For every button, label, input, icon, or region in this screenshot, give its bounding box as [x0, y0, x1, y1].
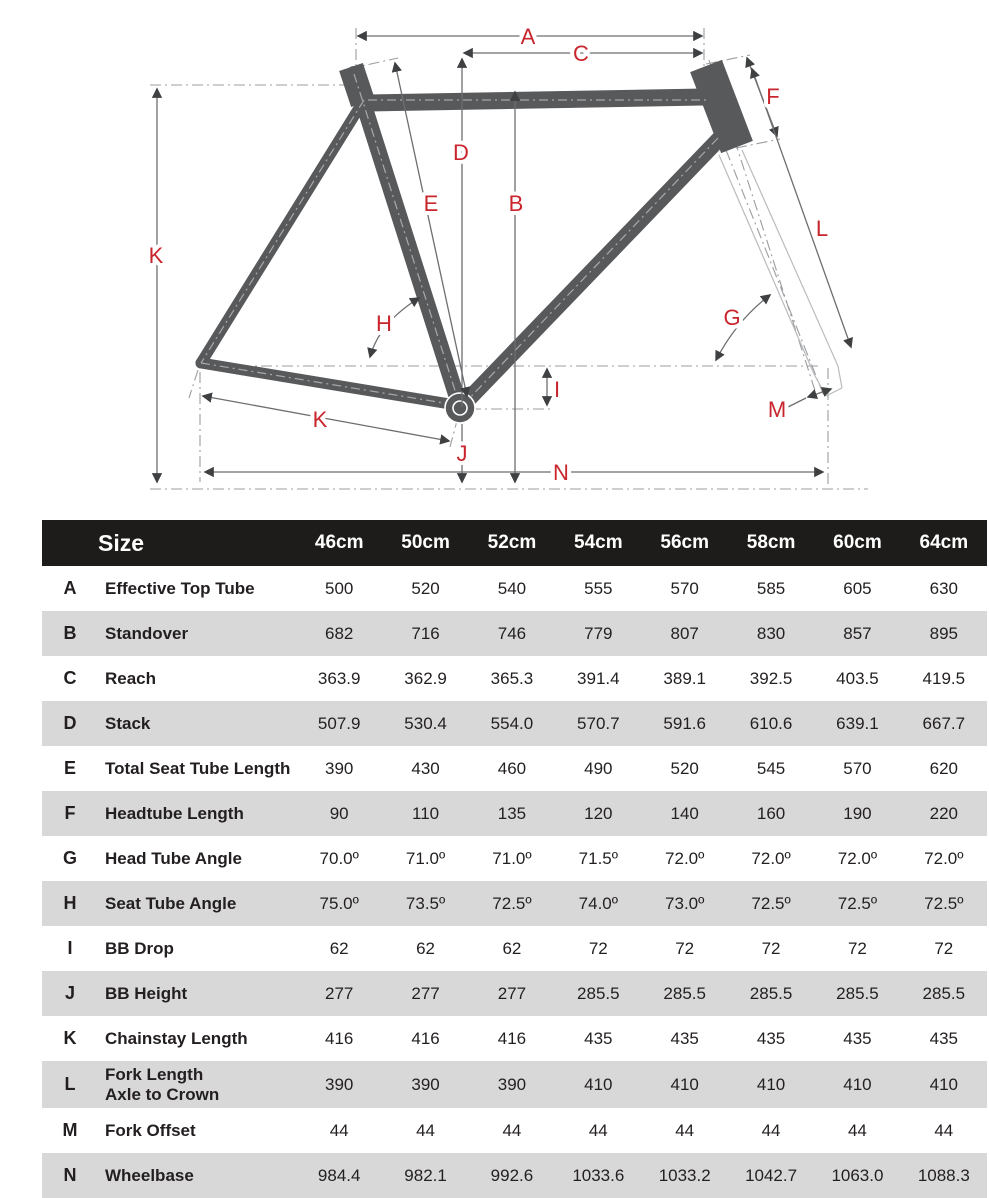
value-cell: 857 [843, 623, 872, 643]
size-column-header: 60cm [814, 520, 900, 566]
table-row [42, 836, 987, 881]
value-cell: 44 [847, 1120, 867, 1140]
value-cell: 285.5 [749, 983, 793, 1003]
value-cell: 779 [584, 623, 613, 643]
value-cell: 62 [329, 938, 349, 958]
value-cell: 435 [843, 1028, 872, 1048]
dim-label-k-left: K [148, 243, 164, 268]
value-cell: 570 [670, 578, 699, 598]
value-cell: 410 [584, 1074, 613, 1094]
value-cell: 277 [411, 983, 440, 1003]
value-cell: 72 [761, 938, 781, 958]
row-label: BB Height [105, 983, 188, 1003]
value-cell: 362.9 [404, 668, 447, 688]
value-cell: 74.0º [578, 893, 618, 913]
row-letter: A [63, 578, 77, 598]
value-cell: 285.5 [922, 983, 966, 1003]
row-letter: B [63, 623, 77, 643]
value-cell: 807 [670, 623, 699, 643]
table-row [42, 881, 987, 926]
value-cell: 992.6 [490, 1165, 534, 1185]
value-cell: 500 [325, 578, 354, 598]
value-cell: 682 [325, 623, 354, 643]
value-cell: 530.4 [404, 713, 447, 733]
value-cell: 70.0º [319, 848, 359, 868]
value-cell: 391.4 [577, 668, 620, 688]
row-label: Chainstay Length [105, 1028, 248, 1048]
value-cell: 410 [670, 1074, 699, 1094]
value-cell: 44 [934, 1120, 954, 1140]
value-cell: 1042.7 [745, 1165, 798, 1185]
value-cell: 605 [843, 578, 872, 598]
value-cell: 554.0 [490, 713, 534, 733]
value-cell: 410 [843, 1074, 872, 1094]
value-cell: 1063.0 [831, 1165, 884, 1185]
value-cell: 403.5 [836, 668, 879, 688]
value-cell: 44 [588, 1120, 608, 1140]
table-header-row [42, 520, 987, 566]
value-cell: 610.6 [749, 713, 793, 733]
value-cell: 982.1 [404, 1165, 447, 1185]
value-cell: 73.0º [665, 893, 705, 913]
dim-M-leader [788, 398, 806, 407]
value-cell: 285.5 [577, 983, 620, 1003]
table-row [42, 566, 987, 611]
value-cell: 135 [497, 803, 527, 823]
value-cell: 72 [847, 938, 867, 958]
value-cell: 435 [756, 1028, 786, 1048]
row-letter: E [63, 758, 76, 778]
value-cell: 120 [584, 803, 613, 823]
value-cell: 71.0º [492, 848, 532, 868]
value-cell: 746 [497, 623, 527, 643]
row-label: Fork Offset [105, 1120, 196, 1140]
value-cell: 591.6 [663, 713, 706, 733]
value-cell: 416 [325, 1028, 354, 1048]
row-letter: G [62, 848, 77, 868]
row-letter: D [63, 713, 77, 733]
row-label: Total Seat Tube Length [105, 758, 291, 778]
value-cell: 73.5º [405, 893, 446, 913]
size-column-header: 64cm [901, 520, 987, 566]
value-cell: 72 [934, 938, 954, 958]
value-cell: 71.5º [578, 848, 618, 868]
value-cell: 570 [843, 758, 872, 778]
value-cell: 984.4 [317, 1165, 361, 1185]
table-row [42, 1061, 987, 1108]
value-cell: 416 [411, 1028, 440, 1048]
fork-outline [719, 150, 842, 396]
row-letter: N [63, 1165, 77, 1186]
size-column-header: 56cm [642, 520, 728, 566]
value-cell: 570.7 [577, 713, 620, 733]
value-cell: 72.0º [837, 848, 878, 868]
row-label: Stack [105, 713, 151, 733]
value-cell: 435 [584, 1028, 613, 1048]
value-cell: 62 [502, 938, 522, 958]
value-cell: 392.5 [749, 668, 793, 688]
value-cell: 555 [584, 578, 613, 598]
table-row [42, 971, 987, 1016]
dim-label-k-chainstay: K [312, 407, 328, 432]
size-column-header: 54cm [555, 520, 641, 566]
frame-diagram-svg [0, 0, 989, 512]
row-label: Standover [105, 623, 189, 643]
value-cell: 1088.3 [917, 1165, 970, 1185]
table-row [42, 701, 987, 746]
size-column-header: 52cm [469, 520, 555, 566]
row-letter: C [63, 668, 77, 688]
value-cell: 830 [756, 623, 786, 643]
row-letter: I [67, 938, 73, 958]
value-cell: 140 [670, 803, 699, 823]
dim-label-f: F [766, 84, 780, 109]
value-cell: 75.0º [319, 893, 359, 913]
row-label: Reach [105, 668, 157, 688]
value-cell: 190 [843, 803, 872, 823]
row-letter: F [64, 803, 76, 823]
value-cell: 110 [412, 803, 440, 823]
value-cell: 44 [675, 1120, 695, 1140]
value-cell: 419.5 [922, 668, 966, 688]
value-cell: 72 [675, 938, 695, 958]
value-cell: 363.9 [317, 668, 361, 688]
row-letter: K [63, 1028, 77, 1048]
value-cell: 410 [756, 1074, 786, 1094]
value-cell: 540 [497, 578, 527, 598]
row-letter: J [64, 983, 75, 1003]
value-cell: 545 [756, 758, 786, 778]
value-cell: 72 [588, 938, 608, 958]
dim-label-i: I [553, 377, 561, 402]
dim-label-l: L [815, 216, 829, 241]
value-cell: 585 [756, 578, 786, 598]
table-row [42, 1108, 987, 1153]
value-cell: 160 [756, 803, 786, 823]
value-cell: 416 [497, 1028, 527, 1048]
value-cell: 430 [411, 758, 440, 778]
value-cell: 667.7 [922, 713, 966, 733]
value-cell: 520 [411, 578, 440, 598]
value-cell: 716 [411, 623, 440, 643]
value-cell: 72.0º [924, 848, 964, 868]
value-cell: 285.5 [663, 983, 706, 1003]
value-cell: 490 [584, 758, 613, 778]
value-cell: 410 [929, 1074, 958, 1094]
value-cell: 71.0º [405, 848, 446, 868]
value-cell: 390 [411, 1074, 440, 1094]
value-cell: 435 [929, 1028, 958, 1048]
dim-L-fork-length [752, 69, 851, 347]
row-letter: L [64, 1074, 76, 1095]
dim-label-e: E [423, 191, 439, 216]
dim-label-j: J [456, 441, 468, 466]
value-cell: 44 [416, 1120, 436, 1140]
row-letter: M [62, 1120, 78, 1141]
value-cell: 390 [497, 1074, 527, 1094]
value-cell: 277 [325, 983, 354, 1003]
dim-label-d: D [453, 140, 469, 165]
dim-label-n: N [553, 460, 569, 485]
value-cell: 44 [761, 1120, 781, 1140]
value-cell: 639.1 [836, 713, 879, 733]
value-cell: 630 [929, 578, 958, 598]
size-column-header: 58cm [728, 520, 814, 566]
row-letter: H [63, 893, 77, 913]
value-cell: 220 [929, 803, 958, 823]
value-cell: 1033.2 [658, 1165, 711, 1185]
value-cell: 390 [325, 1074, 354, 1094]
dim-label-c: C [573, 41, 589, 66]
value-cell: 72.0º [665, 848, 705, 868]
header-letter-spacer [42, 520, 98, 566]
value-cell: 90 [329, 803, 349, 823]
value-cell: 389.1 [663, 668, 706, 688]
frame-geometry-diagram [0, 0, 989, 512]
dim-label-b: B [508, 191, 524, 216]
value-cell: 72.5º [837, 893, 878, 913]
table-row [42, 791, 987, 836]
row-label: Fork Length Axle to Crown [105, 1065, 220, 1104]
row-label: Head Tube Angle [105, 848, 242, 868]
row-label: Seat Tube Angle [105, 893, 237, 913]
table-row [42, 1153, 987, 1198]
table-row [42, 1016, 987, 1061]
value-cell: 520 [670, 758, 699, 778]
table-row [42, 611, 987, 656]
row-label: Effective Top Tube [105, 578, 255, 598]
size-column-header: 50cm [382, 520, 468, 566]
value-cell: 72.5º [492, 893, 532, 913]
value-cell: 44 [502, 1120, 522, 1140]
value-cell: 895 [929, 623, 958, 643]
value-cell: 277 [497, 983, 527, 1003]
value-cell: 72.5º [751, 893, 791, 913]
value-cell: 72.5º [924, 893, 964, 913]
dim-label-h: H [376, 311, 392, 336]
row-label: Headtube Length [105, 803, 244, 823]
bottom-bracket [445, 393, 475, 423]
frame-tubes [201, 66, 737, 407]
value-cell: 435 [670, 1028, 699, 1048]
size-header: Size [98, 520, 296, 566]
geometry-table [42, 520, 987, 1198]
value-cell: 620 [929, 758, 958, 778]
value-cell: 507.9 [317, 713, 361, 733]
value-cell: 390 [325, 758, 354, 778]
value-cell: 460 [497, 758, 527, 778]
row-label: Wheelbase [105, 1165, 194, 1185]
table-row [42, 746, 987, 791]
value-cell: 72.0º [751, 848, 791, 868]
value-cell: 62 [416, 938, 436, 958]
table-row [42, 926, 987, 971]
dim-label-m: M [767, 397, 787, 422]
dim-label-a: A [520, 24, 536, 49]
table-row [42, 656, 987, 701]
value-cell: 285.5 [836, 983, 879, 1003]
head-tube [706, 66, 737, 147]
size-column-header: 46cm [296, 520, 382, 566]
value-cell: 1033.6 [572, 1165, 625, 1185]
value-cell: 365.3 [490, 668, 534, 688]
value-cell: 44 [329, 1120, 349, 1140]
dim-label-g: G [723, 305, 741, 330]
row-label: BB Drop [105, 938, 174, 958]
